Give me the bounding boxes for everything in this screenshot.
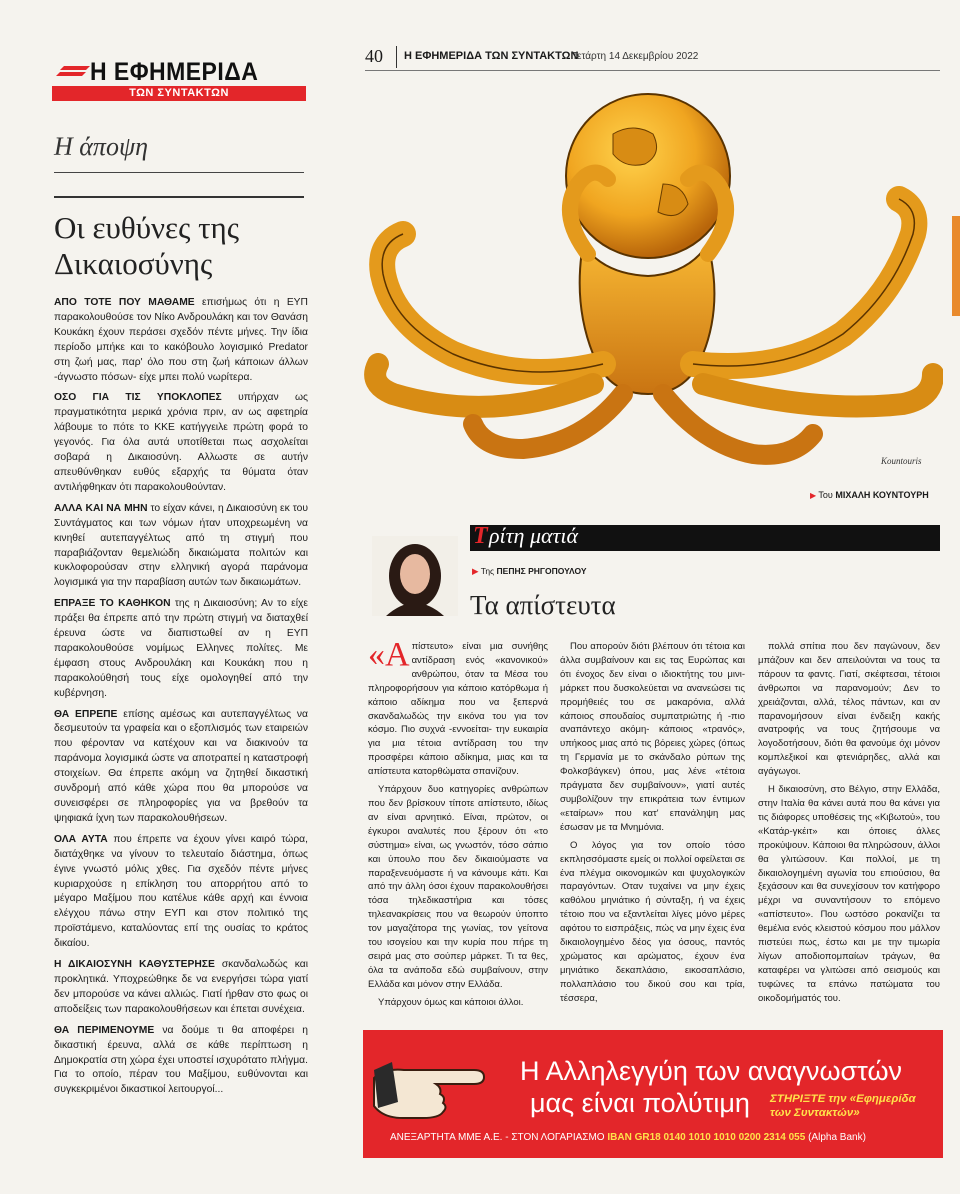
editorial-paragraph: Η ΔΙΚΑΙΟΣΥΝΗ ΚΑΘΥΣΤΕΡΗΣΕ σκανδαλωδώς και προκλητικά. Υποχρεώθηκε δε να ενεργήσει τώρα γιατί δεν μπορούσε να κάνει αλλιώς. Γιατί ήρθαν στο φως οι αποδείξεις των παρακολουθήσεων και έπεται συνέχεια.: [54, 959, 308, 1015]
article-column-3: [758, 640, 940, 1010]
editorial-title: Οι ευθύνες της Δικαιοσύνης: [54, 210, 240, 281]
paragraph-lead: ΑΛΛΑ ΚΑΙ ΝΑ ΜΗΝ: [54, 502, 148, 514]
article-paragraph: πολλά σπίτια που δεν παγώνουν, δεν μπάζουν και δεν απειλούνται να τους τα πάρουν τα φαντς. Γιατί, σκέφτεσαι, τέτοιοι άνθρωποι να παρανομούν; Δεν το χρειάζονται, αλλά, τέλος πάντων, και αν παρανομήσουν είναι ένδειξη κακής ανατροφής να τους ζητήσουμε να λογοδοτήσουν, διότι θα φανούμε όχι μόνον κομπλεξικοί και φτενιάρηδες, αλλά και αγάγωγοι.: [758, 641, 940, 778]
article-column-2: [560, 640, 745, 1010]
cartoon-credit: ▶ Του ΜΙΧΑΛΗ ΚΟΥΝΤΟΥΡΗ: [810, 490, 929, 500]
header-paper-name: Η ΕΦΗΜΕΡΙΔΑ ΤΩΝ ΣΥΝΤΑΚΤΩΝ: [404, 50, 579, 62]
editorial-body: [54, 296, 308, 1104]
paragraph-lead: ΟΣΟ ΓΙΑ ΤΙΣ ΥΠΟΚΛΟΠΕΣ: [54, 392, 222, 404]
article-paragraph: Ο λόγος για τον οποίο τόσο εκπλησσόμαστε εμείς οι πολλοί οφείλεται σε ένα πλέγμα οικονομικών και ψυχολογικών παραγόντων. Οταν τυχαίνει να μην έχεις καθόλου μηνιάτικο ή σύνταξη, ή να έχεις τέτοιο που να εξαντλείται λίγες μόνο μέρες αφότου το εισπράξεις, πώς να μην έχεις ένα δικαιολογημένο δέος για όσους, παντός χρώματος και αρώματος, έχουν ένα μηνιάτικο δεκαπλάσιο, εικοσαπλάσιο, πολλαπλάσιο του δικού σου και τρία, τέσσερα,: [560, 839, 745, 1004]
editorial-paragraph: ΘΑ ΠΕΡΙΜΕΝΟΥΜΕ να δούμε τι θα αποφέρει η δικαστική έρευνα, αλλά σε κάθε περίπτωση η Δημοκρατία στη χώρα έχει υποστεί ισχυρότατο πλήγμα. Για το οποίο, πέραν του Μαξίμου, ευθύνονται και συγκεκριμένοι δικαστικοί λειτουργοί...: [54, 1024, 309, 1096]
article-paragraph: Υπάρχουν όμως και κάποιοι άλλοι.: [378, 996, 524, 1008]
paragraph-lead: ΘΑ ΕΠΡΕΠΕ: [54, 708, 118, 720]
paragraph-lead: ΕΠΡΑΞΕ ΤΟ ΚΑΘΗΚΟΝ: [54, 598, 171, 610]
artist-signature: Kountouris: [881, 456, 922, 466]
article-paragraph: Η δικαιοσύνη, στο Βέλγιο, στην Ελλάδα, στην Ιταλία θα κάνει αυτά που θα κάνει για τις διάφορες υποθέσεις της «Κιβωτού», του «Κατάρ-γκέιτ» και όποιες άλλες προκύψουν. Κάποιοι θα πληρώσουν, άλλοι θα γλιτώσουν. Και πολλοί, με τη δικαιολογημένη αγωνία του επιούσιου, θα ξεχάσουν και θα συνεχίσουν τον κατήφορο μέχρι να συναντήσουν το επόμενο «απίστευτο». Που ωστόσο ροκανίζει τα θεμέλια ενός κλειστού κόσμου που μάλλον πιστεύει πως, έστω και με την τιμωρία λίγων αποδιοπομπαίων τράγων, θα καταφέρει να γλιτώσει από σεισμούς και τυφώνες τα επάνω πατώματα του οικοδομήματός του.: [758, 784, 940, 1004]
page-number: 40: [365, 46, 383, 66]
ad-support-text: ΣΤΗΡΙΞΤΕ την «Εφημερίδα των Συντακτών»: [770, 1093, 916, 1119]
editorial-paragraph: ΕΠΡΑΞΕ ΤΟ ΚΑΘΗΚΟΝ της η Δικαιοσύνη; Αν το είχε πράξει θα έπρεπε από την πρώτη στιγμή να διαταχθεί έρευνα ώστε να διαπιστωθεί αν η ΕΥΠ παρακολουθούσε νομίμως Ελληνες πολίτες. Με έμφαση στους Ανδρουλάκη και Κουκάκη που η παρακολούθησή τους είχε ομολογηθεί από την κυβέρνηση.: [54, 598, 308, 699]
bullet-icon: ▶: [472, 566, 481, 576]
article-column-1: [368, 636, 548, 1014]
pointing-hand-icon: [372, 1050, 494, 1122]
ad-headline-1: Η Αλληλεγγύη των αναγνωστών: [520, 1056, 903, 1086]
masthead-title: Η ΕΦΗΜΕΡΙΔΑ: [90, 58, 259, 86]
paragraph-lead: ΟΛΑ ΑΥΤΑ: [54, 833, 108, 845]
article-title: Τα απίστευτα: [470, 590, 616, 620]
ad-headline-2: μας είναι πολύτιμη: [530, 1088, 750, 1118]
editorial-paragraph: ΑΠΟ ΤΟΤΕ ΠΟΥ ΜΑΘΑΜΕ επισήμως ότι η ΕΥΠ παρακολουθούσε τον Νίκο Ανδρουλάκη και τον Θανάση Κουκάκη έχουν περάσει σχεδόν πέντε μήνες. Την ίδια περίοδο μπήκε και το κακόβουλο λογισμικό Predator στη ζωή μας, παρ' όλο που στη ζωή κάποιων άλλων -άγνωστο πόσων- είχε μπει πολύ νωρίτερα.: [54, 297, 308, 383]
divider: [396, 46, 397, 68]
article-paragraph: Υπάρχουν δυο κατηγορίες ανθρώπων που δεν βρίσκουν τίποτε απίστευτο, ιδίως αν είναι αρνητικό. Είναι, πρώτον, οι έγκυροι αναλυτές που ξέρουν ότι «το σύστημα» είναι, ως γνωστόν, τόσο σάπιο και ύπουλο που δεν δικαιούμαστε να παραξενευόμαστε ή να κάνουμε κάτι. Και από την άλλη όσοι έχουν παρακολουθήσει τόσα τηλεδικαστήρια και τόσες τηλεανακρίσεις που να θεωρούν ύποπτο τον μαγαζάτορα της γωνίας, τον γείτονα του ισογείου και την κυρία που πήρε τη σειρά μας στο σούπερ μάρκετ. Τι τα θες, όλα τα ανάποδα εδώ συμβαίνουν, στην Ελλάδα και μόνον στην Ελλάδα.: [368, 784, 548, 990]
page-edge-tab: [952, 216, 960, 316]
masthead-subtitle: ΤΩΝ ΣΥΝΤΑΚΤΩΝ: [52, 86, 306, 101]
divider: [54, 196, 304, 198]
author-photo: [372, 536, 458, 616]
ad-footer: ΑΝΕΞΑΡΤΗΤΑ ΜΜΕ Α.Ε. - ΣΤΟΝ ΛΟΓΑΡΙΑΣΜΟ IBAN GR18 0140 1010 1010 0200 2314 055 (Alpha Bank): [390, 1132, 866, 1143]
logo-speed-lines: [56, 64, 90, 80]
article-paragraph: «Απίστευτο» είναι μια συνήθης αντίδραση ενός «κανονικού» ανθρώπου, όταν τα Μέσα του πληροφορήσουν για κάποιο κατόρθωμα ή κάποιο αδίκημα που να ξεπερνά σκανδαλωδώς την εικόνα του για τον κόσμο. Πιο συχνά -εννοείται- την ευκαιρία για μια τέτοια αντίδραση του την προσφέρει κάποιο αδίκημα, μιας και τα απίστευτα κατορθώματα σπανίζουν.: [368, 636, 548, 778]
header-date: Τετάρτη 14 Δεκεμβρίου 2022: [572, 51, 699, 62]
column-author: ▶ Της ΠΕΠΗΣ ΡΗΓΟΠΟΥΛΟΥ: [472, 566, 587, 576]
column-title: ρίτη ματιά: [489, 523, 579, 548]
octopus-globe-cartoon: [363, 74, 943, 486]
paragraph-lead: ΘΑ ΠΕΡΙΜΕΝΟΥΜΕ: [54, 1024, 155, 1036]
editorial-paragraph: ΟΣΟ ΓΙΑ ΤΙΣ ΥΠΟΚΛΟΠΕΣ υπήρχαν ως πραγματικότητα μερικά χρόνια πριν, αν ως αφετηρία λάβουμε το πότε το ΚΚΕ κατήγγειλε πρώτη φορά το γεγονός. Για όλα αυτά υποτίθεται πως ασχολείται σοβαρά η Δικαιοσύνη. Αλλωστε σε αυτήν απευθύνθηκαν ευθύς εξαρχής τα θύματα όταν αντιλήφθηκαν ότι παρακολουθούνταν.: [54, 392, 308, 493]
divider: [365, 70, 940, 71]
section-label: Η άποψη: [54, 132, 148, 161]
article-paragraph: Που απορούν διότι βλέπουν ότι τέτοια και άλλα συμβαίνουν και εις τας Ευρώπας και ότι ένοχος δεν είναι ο ιδιοκτήτης του μινι-μάρκετ που δυσκολεύεται να ανανεώσει τις προμήθειές του σε μακαρόνια, αλλά κάποιος σπουδαίος συμπατριώτης ή -πιο αναπάντεχο ακόμη- κάποιος «τρανός», υπήκοος μιας από τις βόρειες χώρες (όπως τη Γερμανία με το σκάνδαλο ρύπων της Φολκσβάγκεν) όπου, μας λένε «τέτοια πράγματα δεν συμβαίνουν», γιατί αυτές συμβολίζουν την επικράτεια των έντιμων «εταίρων» που κατ' επανάληψη μας έσωσαν με τα Μνημόνια.: [560, 641, 745, 833]
paragraph-lead: Η ΔΙΚΑΙΟΣΥΝΗ ΚΑΘΥΣΤΕΡΗΣΕ: [54, 959, 215, 971]
drop-cap: «Α: [368, 636, 410, 673]
paragraph-lead: ΑΠΟ ΤΟΤΕ ΠΟΥ ΜΑΘΑΜΕ: [54, 297, 195, 308]
column-title-initial: Τ: [473, 523, 488, 549]
editorial-paragraph: ΟΛΑ ΑΥΤΑ που έπρεπε να έχουν γίνει καιρό τώρα, διατάχθηκε να γίνουν το τελευταίο διάστημα, όπως έγινε γνωστό μόλις χθες. Για σχεδόν πέντε μήνες κυριαρχούσε η επίκληση του απορρήτου από το μέγαρο Μαξίμου που κατέλυε κάθε αρχή και έννοια ελέγχου πάνω στην ΕΥΠ και στον πολιτικό της προϊστάμενο, καταλύοντας επί της ουσίας το κράτος δικαίου.: [54, 833, 308, 950]
ad-bank: (Alpha Bank): [808, 1132, 866, 1143]
divider: [54, 172, 304, 173]
bullet-icon: ▶: [810, 491, 819, 500]
ad-iban: IBAN GR18 0140 1010 1010 0200 2314 055: [607, 1132, 806, 1143]
editorial-paragraph: ΑΛΛΑ ΚΑΙ ΝΑ ΜΗΝ το είχαν κάνει, η Δικαιοσύνη εκ του Συντάγματος και των νόμων ήταν υποχρεωμένη να κινηθεί αυτεπαγγέλτως από τη στιγμή που παραβιάζονταν θεμελιώδη δικαιώματα πολιτών και κυκλοφορούσαν στην ελληνική αγορά παράνομα λογισμικά για την παραβίαση αυτών των δικαιωμάτων.: [54, 502, 309, 589]
editorial-paragraph: ΘΑ ΕΠΡΕΠΕ επίσης αμέσως και αυτεπαγγέλτως να δεσμευτούν τα γραφεία και ο εξοπλισμός των εταιρειών που φέρονταν να κατέχουν και να διακινούν τα παράνομα λογισμικά ώστε να αποτραπεί η καταστροφή στοιχείων. Θα έπρεπε ακόμη να ζητηθεί δικαστική συνδρομή από κάθε χώρα που θα μπορούσε να συνεισφέρει σε πληροφορίες για να βρεθούν τα ψηφιακά ίχνη των παρακολουθήσεων.: [54, 708, 309, 824]
